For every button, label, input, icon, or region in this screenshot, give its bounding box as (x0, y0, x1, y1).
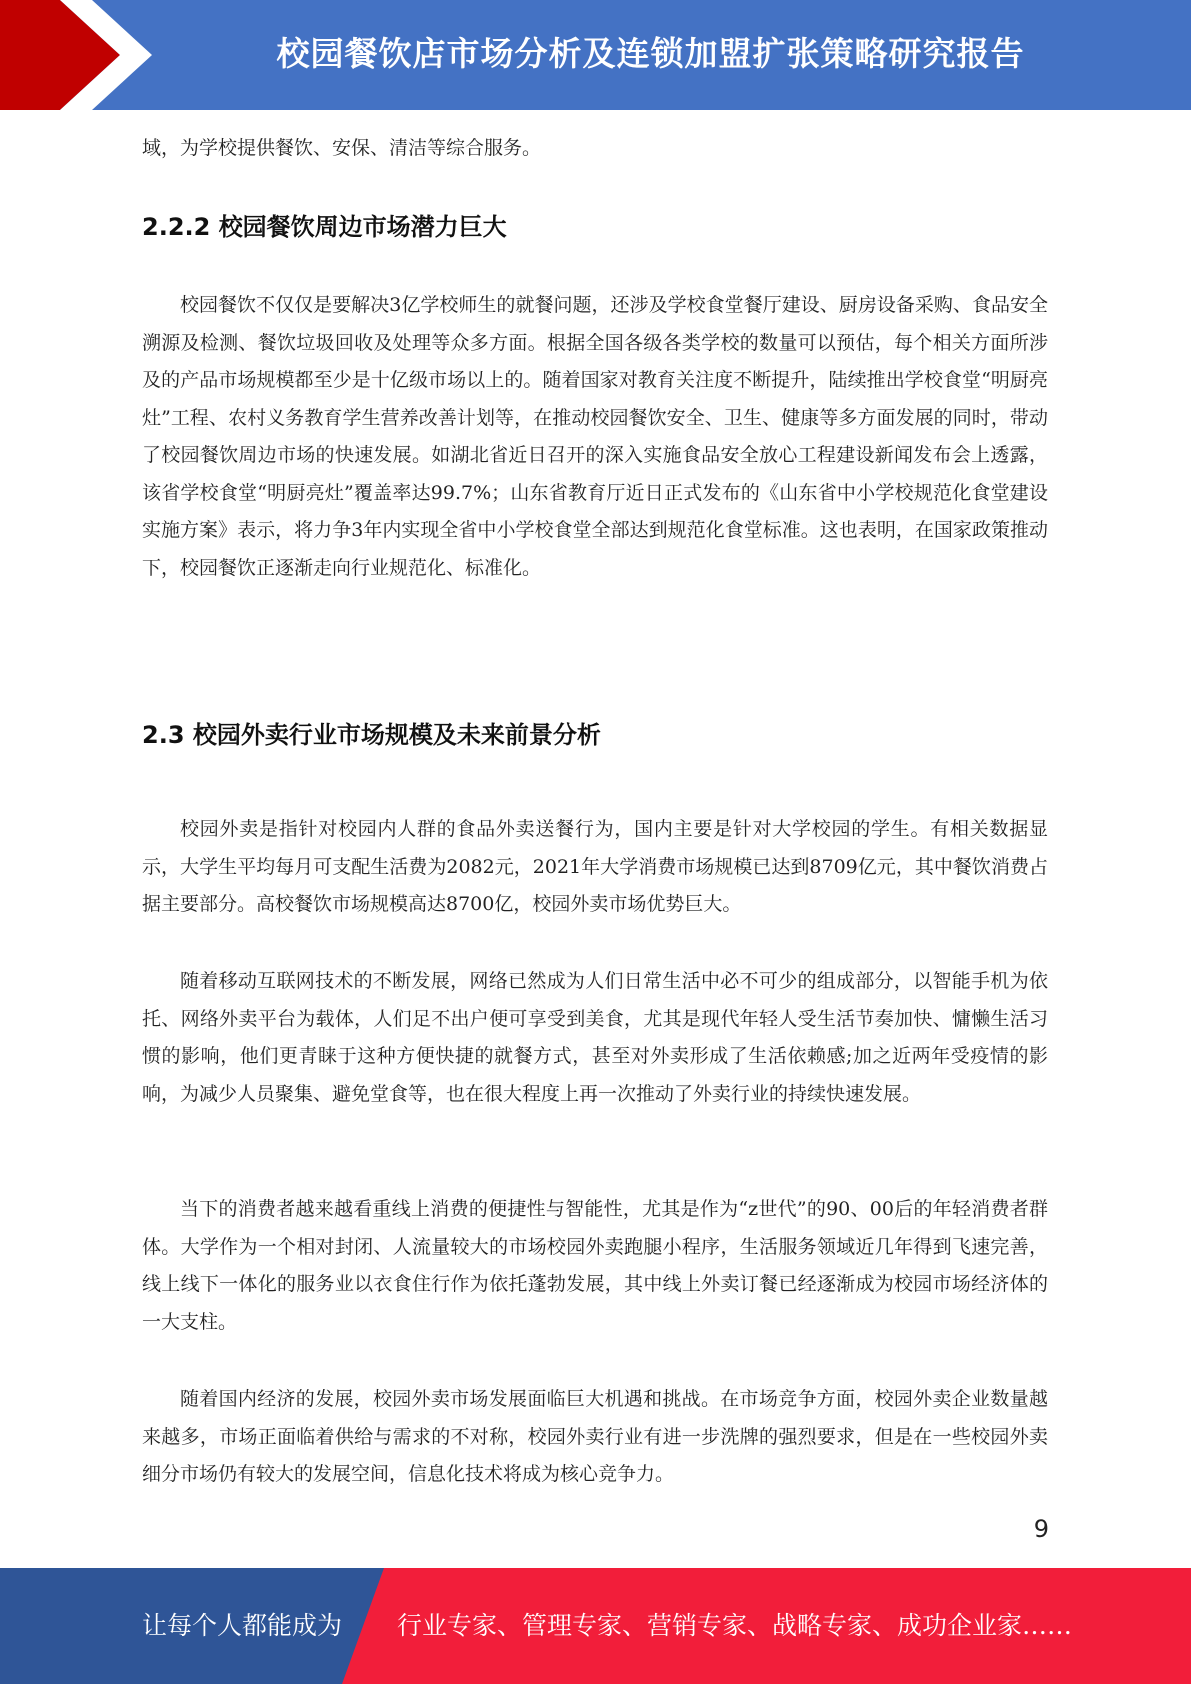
page-footer (0, 1568, 1191, 1684)
page-number: 9 (1033, 1515, 1049, 1543)
body-paragraph: 当下的消费者越来越看重线上消费的便捷性与智能性，尤其是作为“z世代”的90、00后的年轻消费者群体。大学作为一个相对封闭、人流量较大的市场校园外卖跑腿小程序，生活服务领域近几年得到飞速完善，线上线下一体化的服务业以衣食住行作为依托蓬勃发展，其中线上外卖订餐已经逐渐成为校园市场经济体的一大支柱。 (142, 1198, 1048, 1333)
footer-slogan-left: 让每个人都能成为 (142, 1611, 343, 1640)
report-title: 校园餐饮店市场分析及连锁加盟扩张策略研究报告 (276, 34, 1025, 73)
body-paragraph: 随着国内经济的发展，校园外卖市场发展面临巨大机遇和挑战。在市场竞争方面，校园外卖企业数量越来越多，市场正面临着供给与需求的不对称，校园外卖行业有进一步洗牌的强烈要求，但是在一些校园外卖细分市场仍有较大的发展空间，信息化技术将成为核心竞争力。 (142, 1388, 1048, 1485)
footer-slogan-right: 行业专家、管理专家、营销专家、战略专家、成功企业家…… (397, 1611, 1073, 1640)
chevron-arrow-icon (0, 0, 160, 110)
section-heading-2-2-2: 2.2.2 校园餐饮周边市场潜力巨大 (142, 213, 507, 241)
body-paragraph: 校园餐饮不仅仅是要解决3亿学校师生的就餐问题，还涉及学校食堂餐厅建设、厨房设备采购、食品安全溯源及检测、餐饮垃圾回收及处理等众多方面。根据全国各级各类学校的数量可以预估，每个相关方面所涉及的产品市场规模都至少是十亿级市场以上的。随着国家对教育关注度不断提升，陆续推出学校食堂“明厨亮灶”工程、农村义务教育学生营养改善计划等，在推动校园餐饮安全、卫生、健康等多方面发展的同时，带动了校园餐饮周边市场的快速发展。如湖北省近日召开的深入实施食品安全放心工程建设新闻发布会上透露，该省学校食堂“明厨亮灶”覆盖率达99.7%；山东省教育厅近日正式发布的《山东省中小学校规范化食堂建设实施方案》表示，将力争3年内实现全省中小学校食堂全部达到规范化食堂标准。这也表明，在国家政策推动下，校园餐饮正逐渐走向行业规范化、标准化。 (142, 294, 1048, 579)
body-paragraph: 随着移动互联网技术的不断发展，网络已然成为人们日常生活中必不可少的组成部分，以智能手机为依托、网络外卖平台为载体，人们足不出户便可享受到美食，尤其是现代年轻人受生活节奏加快、慵懒生活习惯的影响，他们更青睐于这种方便快捷的就餐方式，甚至对外卖形成了生活依赖感;加之近两年受疫情的影响，为减少人员聚集、避免堂食等，也在很大程度上再一次推动了外卖行业的持续快速发展。 (142, 970, 1048, 1105)
section-heading-2-3: 2.3 校园外卖行业市场规模及未来前景分析 (142, 721, 601, 749)
page-header (0, 0, 1191, 110)
body-paragraph: 校园外卖是指针对校园内人群的食品外卖送餐行为，国内主要是针对大学校园的学生。有相关数据显示，大学生平均每月可支配生活费为2082元，2021年大学消费市场规模已达到8709亿元，其中餐饮消费占据主要部分。高校餐饮市场规模高达8700亿，校园外卖市场优势巨大。 (142, 818, 1048, 915)
continuation-paragraph: 域，为学校提供餐饮、安保、清洁等综合服务。 (142, 137, 542, 159)
